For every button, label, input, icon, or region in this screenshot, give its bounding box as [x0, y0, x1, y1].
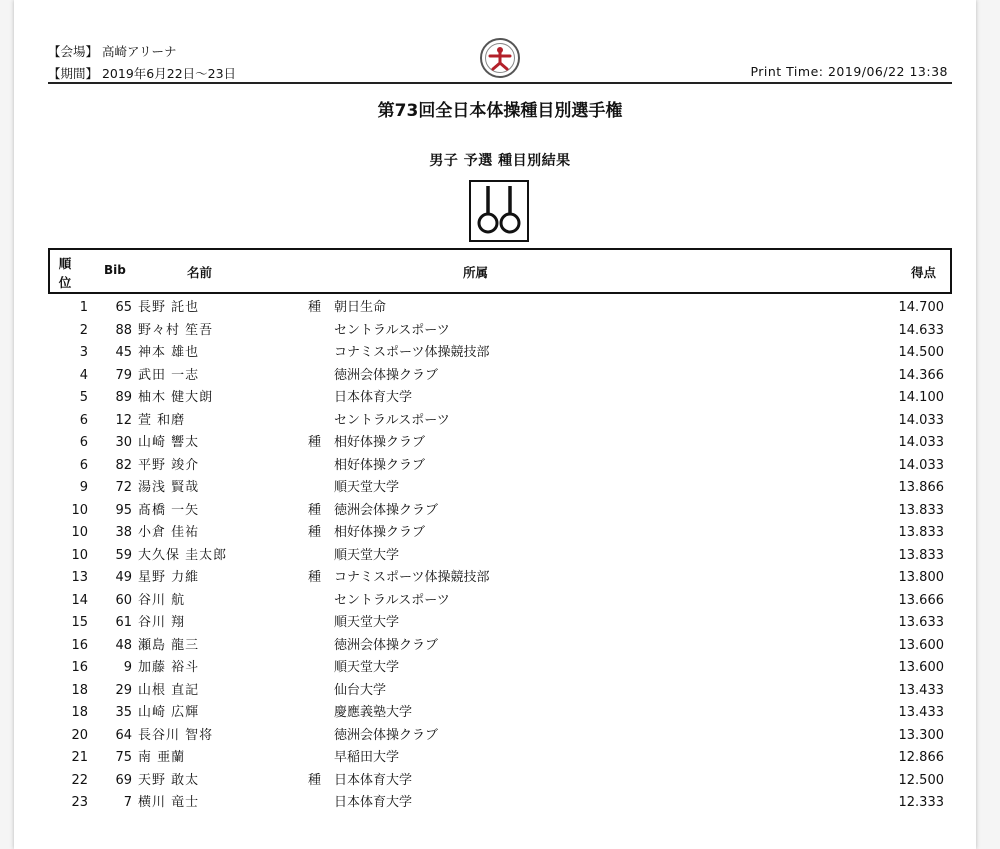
- affiliation-cell: 慶應義塾大学: [334, 705, 413, 720]
- name-cell: 南 亜蘭: [138, 750, 186, 765]
- table-row: [48, 522, 952, 545]
- column-header-score: 得点: [910, 265, 936, 280]
- affiliation-cell: 徳洲会体操クラブ: [334, 367, 439, 383]
- name-cell: 萱 和磨: [138, 412, 186, 428]
- affiliation-cell: 徳洲会体操クラブ: [334, 502, 439, 518]
- rank-cell: 20: [71, 727, 88, 743]
- affiliation-cell: 徳洲会体操クラブ: [334, 727, 439, 743]
- name-cell: 山崎 広輝: [138, 705, 200, 720]
- bib-cell: 82: [115, 457, 132, 473]
- name-cell: 加藤 裕斗: [138, 660, 200, 675]
- table-row: [48, 297, 952, 320]
- rank-cell: 10: [71, 525, 88, 540]
- column-header-bib: Bib: [104, 263, 126, 277]
- affiliation-cell: 徳洲会体操クラブ: [334, 637, 439, 653]
- rank-cell: 15: [71, 615, 88, 630]
- table-row: [48, 410, 952, 433]
- period-label: 【期間】 2019年6月22日～23日: [48, 66, 237, 81]
- table-row: [48, 747, 952, 770]
- rank-cell: 13: [71, 570, 88, 585]
- rank-cell: 16: [71, 660, 88, 675]
- score-cell: 13.300: [898, 727, 944, 743]
- rank-cell: 3: [79, 345, 88, 360]
- score-cell: 13.833: [898, 502, 944, 518]
- bib-cell: 88: [115, 322, 132, 338]
- rank-cell: 16: [71, 637, 88, 653]
- event-mark-cell: 種: [308, 525, 322, 540]
- name-cell: 武田 一志: [138, 367, 200, 383]
- score-cell: 14.700: [898, 300, 944, 315]
- bib-cell: 79: [115, 367, 132, 383]
- table-row: [48, 770, 952, 793]
- bib-cell: 49: [115, 570, 132, 585]
- score-cell: 14.033: [898, 435, 944, 450]
- bib-cell: 45: [115, 345, 132, 360]
- score-cell: 12.500: [898, 772, 944, 788]
- bib-cell: 7: [123, 795, 132, 810]
- table-row: [48, 725, 952, 748]
- table-row: [48, 567, 952, 590]
- table-row: [48, 342, 952, 365]
- name-cell: 谷川 翔: [138, 615, 186, 630]
- rings-icon: [471, 182, 527, 240]
- affiliation-cell: 朝日生命: [334, 300, 387, 315]
- bib-cell: 61: [115, 615, 132, 630]
- bib-cell: 30: [115, 435, 132, 450]
- score-cell: 14.366: [898, 367, 944, 383]
- column-header-affiliation: 所属: [463, 265, 489, 280]
- bib-cell: 48: [115, 637, 132, 653]
- event-mark-cell: 種: [308, 435, 322, 450]
- affiliation-cell: セントラルスポーツ: [334, 412, 450, 428]
- print-time: Print Time: 2019/06/22 13:38: [750, 64, 948, 79]
- name-cell: 山根 直記: [138, 682, 200, 698]
- rank-cell: 6: [79, 412, 88, 428]
- bib-cell: 38: [115, 525, 132, 540]
- table-row: [48, 320, 952, 343]
- rank-cell: 1: [79, 300, 88, 315]
- table-row: [48, 612, 952, 635]
- bib-cell: 35: [115, 705, 132, 720]
- name-cell: 湯浅 賢哉: [138, 480, 200, 495]
- affiliation-cell: 日本体育大学: [334, 795, 413, 810]
- score-cell: 12.333: [898, 795, 944, 810]
- affiliation-cell: 順天堂大学: [334, 547, 400, 563]
- bib-cell: 29: [115, 682, 132, 698]
- affiliation-cell: コナミスポーツ体操競技部: [334, 570, 490, 585]
- header-divider: [48, 82, 952, 84]
- score-cell: 13.800: [898, 570, 944, 585]
- table-row: [48, 657, 952, 680]
- score-cell: 13.833: [898, 525, 944, 540]
- score-cell: 13.866: [898, 480, 944, 495]
- name-cell: 長野 託也: [138, 300, 200, 315]
- score-cell: 14.033: [898, 412, 944, 428]
- table-row: [48, 590, 952, 613]
- name-cell: 大久保 圭太郎: [138, 547, 228, 563]
- venue-label: 【会場】 高崎アリーナ: [48, 44, 177, 59]
- event-mark-cell: 種: [308, 772, 322, 788]
- bib-cell: 12: [115, 412, 132, 428]
- table-row: [48, 500, 952, 523]
- bib-cell: 95: [115, 502, 132, 518]
- column-header-rank: 順位: [58, 256, 72, 290]
- bib-cell: 60: [115, 592, 132, 608]
- bib-cell: 59: [115, 547, 132, 563]
- score-cell: 13.833: [898, 547, 944, 563]
- federation-logo-icon: [479, 37, 521, 79]
- affiliation-cell: 相好体操クラブ: [334, 435, 426, 450]
- affiliation-cell: 早稲田大学: [334, 750, 400, 765]
- affiliation-cell: セントラルスポーツ: [334, 322, 450, 338]
- score-cell: 14.500: [898, 345, 944, 360]
- bib-cell: 75: [115, 750, 132, 765]
- column-header-name: 名前: [187, 265, 213, 280]
- score-cell: 13.666: [898, 592, 944, 608]
- name-cell: 谷川 航: [138, 592, 186, 608]
- name-cell: 柚木 健大朗: [138, 390, 214, 405]
- rank-cell: 9: [79, 480, 88, 495]
- bib-cell: 69: [115, 772, 132, 788]
- name-cell: 瀬島 龍三: [138, 637, 200, 653]
- rank-cell: 21: [71, 750, 88, 765]
- event-mark-cell: 種: [308, 570, 322, 585]
- score-cell: 13.433: [898, 682, 944, 698]
- apparatus-box: [469, 180, 529, 242]
- results-table-body: [48, 297, 952, 815]
- rank-cell: 18: [71, 705, 88, 720]
- affiliation-cell: 相好体操クラブ: [334, 457, 426, 473]
- table-row: [48, 792, 952, 815]
- affiliation-cell: 日本体育大学: [334, 390, 413, 405]
- table-row: [48, 702, 952, 725]
- table-row: [48, 680, 952, 703]
- rank-cell: 5: [79, 390, 88, 405]
- table-row: [48, 455, 952, 478]
- score-cell: 14.100: [898, 390, 944, 405]
- rank-cell: 23: [71, 795, 88, 810]
- rank-cell: 6: [79, 435, 88, 450]
- table-row: [48, 477, 952, 500]
- rank-cell: 6: [79, 457, 88, 473]
- bib-cell: 64: [115, 727, 132, 743]
- table-row: [48, 387, 952, 410]
- name-cell: 髙橋 一矢: [138, 502, 200, 518]
- score-cell: 13.600: [898, 637, 944, 653]
- rank-cell: 22: [71, 772, 88, 788]
- rank-cell: 10: [71, 502, 88, 518]
- event-mark-cell: 種: [308, 300, 322, 315]
- rank-cell: 14: [71, 592, 88, 608]
- affiliation-cell: 順天堂大学: [334, 615, 400, 630]
- score-cell: 12.866: [898, 750, 944, 765]
- score-cell: 13.433: [898, 705, 944, 720]
- table-row: [48, 635, 952, 658]
- table-header: [48, 248, 952, 294]
- name-cell: 長谷川 智将: [138, 727, 214, 743]
- page-title: 第73回全日本体操種目別選手権: [377, 101, 623, 121]
- affiliation-cell: 日本体育大学: [334, 772, 413, 788]
- event-mark-cell: 種: [308, 502, 322, 518]
- name-cell: 神本 雄也: [138, 345, 200, 360]
- name-cell: 天野 敢太: [138, 772, 200, 788]
- affiliation-cell: 相好体操クラブ: [334, 525, 426, 540]
- bib-cell: 72: [115, 480, 132, 495]
- bib-cell: 89: [115, 390, 132, 405]
- affiliation-cell: コナミスポーツ体操競技部: [334, 345, 490, 360]
- name-cell: 山崎 響太: [138, 435, 200, 450]
- table-row: [48, 365, 952, 388]
- score-cell: 13.600: [898, 660, 944, 675]
- bib-cell: 9: [123, 660, 132, 675]
- rank-cell: 2: [79, 322, 88, 338]
- table-row: [48, 545, 952, 568]
- page-subtitle: 男子 予選 種目別結果: [429, 153, 571, 169]
- affiliation-cell: 仙台大学: [334, 682, 387, 698]
- affiliation-cell: 順天堂大学: [334, 660, 400, 675]
- score-cell: 14.033: [898, 457, 944, 473]
- affiliation-cell: セントラルスポーツ: [334, 592, 450, 608]
- rank-cell: 4: [79, 367, 88, 383]
- score-cell: 13.633: [898, 615, 944, 630]
- bib-cell: 65: [115, 300, 132, 315]
- rank-cell: 18: [71, 682, 88, 698]
- affiliation-cell: 順天堂大学: [334, 480, 400, 495]
- name-cell: 平野 竣介: [138, 457, 200, 473]
- name-cell: 横川 竜士: [138, 795, 200, 810]
- rank-cell: 10: [71, 547, 88, 563]
- name-cell: 小倉 佳祐: [138, 525, 200, 540]
- score-cell: 14.633: [898, 322, 944, 338]
- name-cell: 星野 力維: [138, 570, 200, 585]
- name-cell: 野々村 笙吾: [138, 322, 214, 338]
- table-row: [48, 432, 952, 455]
